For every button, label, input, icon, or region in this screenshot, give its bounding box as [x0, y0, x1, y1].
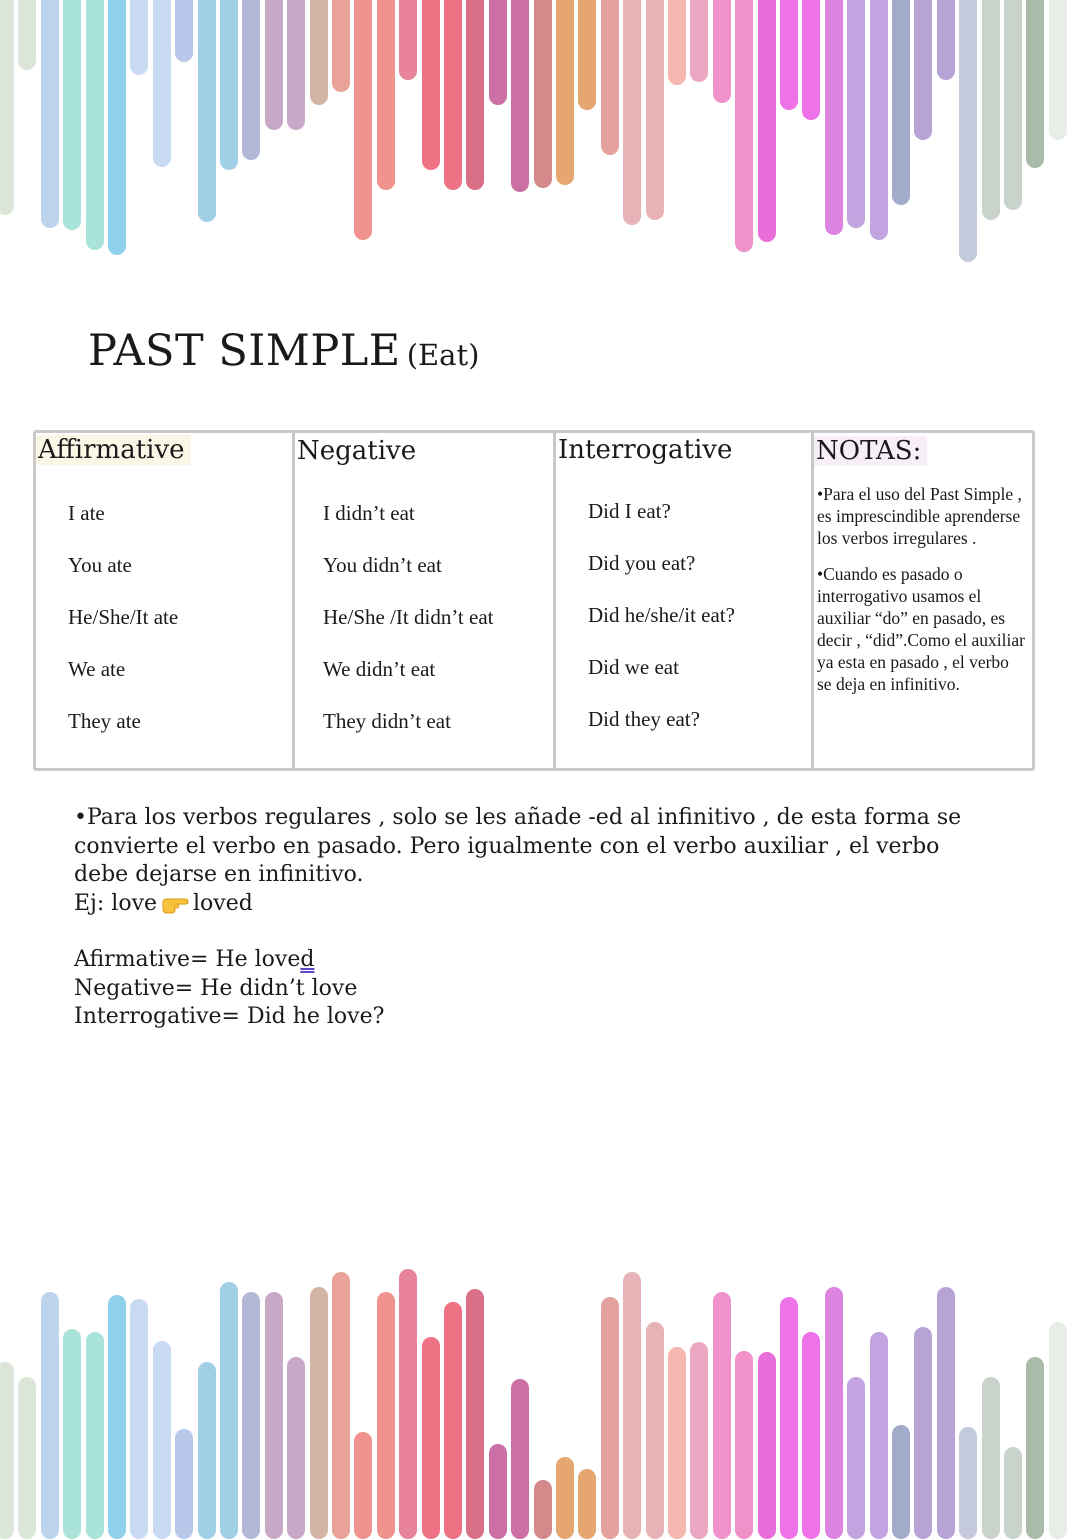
decorative-bar — [1049, 0, 1067, 140]
negative-row: You didn’t eat — [323, 553, 442, 577]
decorative-bar — [332, 1272, 350, 1539]
decorative-bar — [0, 1362, 14, 1539]
negative-row: He/She /It didn’t eat — [323, 605, 494, 629]
interrogative-row: Did we eat — [588, 655, 679, 679]
pointing-hand-icon — [161, 894, 189, 914]
negative-row: I didn’t eat — [323, 501, 415, 525]
decorative-bar — [444, 1302, 462, 1539]
decorative-bar — [937, 0, 955, 80]
decorative-bar — [690, 0, 708, 82]
decorative-bar — [153, 0, 171, 167]
notes-column — [814, 433, 1032, 768]
example-from: Ej: love — [74, 890, 158, 916]
decorative-bar — [444, 0, 462, 190]
decorative-bar — [130, 1299, 148, 1539]
decorative-bar — [578, 1469, 596, 1539]
decorative-bar — [780, 1297, 798, 1539]
decorative-bar — [690, 1342, 708, 1539]
explanation-line: debe dejarse en infinitivo. — [74, 862, 364, 887]
title-main: PAST SIMPLE — [88, 326, 401, 376]
interrogative-row: Did they eat? — [588, 707, 700, 731]
decorative-bar — [735, 0, 753, 252]
decorative-bar — [287, 1357, 305, 1539]
decorative-bar — [198, 1362, 216, 1539]
decorative-bar — [310, 0, 328, 105]
decorative-bar — [959, 1427, 977, 1539]
decorative-bar — [556, 0, 574, 185]
interrogative-example: Interrogative= Did he love? — [74, 1004, 385, 1029]
negative-header: Negative — [297, 436, 417, 466]
decorative-bar — [982, 1377, 1000, 1539]
afirmative-example — [74, 946, 1014, 975]
decorative-bar — [780, 0, 798, 110]
decorative-bar — [937, 1287, 955, 1539]
top-decorative-bars — [0, 0, 1080, 270]
decorative-bar — [758, 0, 776, 242]
decorative-bar — [758, 1352, 776, 1539]
decorative-bar — [265, 1292, 283, 1539]
decorative-bar — [1049, 1322, 1067, 1539]
conjugation-table — [33, 430, 1035, 771]
decorative-bar — [287, 0, 305, 130]
decorative-bar — [959, 0, 977, 262]
decorative-bar — [534, 0, 552, 188]
decorative-bar — [601, 0, 619, 155]
affirmative-row: I ate — [68, 501, 105, 525]
decorative-bar — [578, 0, 596, 110]
decorative-bar — [377, 1292, 395, 1539]
decorative-bar — [86, 1332, 104, 1539]
affirmative-row: We ate — [68, 657, 126, 681]
notes-body — [817, 483, 1027, 709]
decorative-bar — [422, 0, 440, 170]
decorative-bar — [466, 0, 484, 190]
afirmative-example-text: Afirmative= He love — [74, 947, 301, 972]
decorative-bar — [489, 0, 507, 105]
affirmative-row: You ate — [68, 553, 132, 577]
decorative-bar — [220, 1282, 238, 1539]
negative-row: We didn’t eat — [323, 657, 436, 681]
negative-rows — [323, 487, 494, 747]
decorative-bar — [1026, 0, 1044, 168]
title-subtitle: (Eat) — [406, 338, 480, 372]
decorative-bar — [198, 0, 216, 222]
affirmative-row: He/She/It ate — [68, 605, 179, 629]
decorative-bar — [713, 0, 731, 103]
decorative-bar — [422, 1337, 440, 1539]
decorative-bar — [332, 0, 350, 92]
afirmative-example-suffix: d — [300, 947, 315, 972]
example-to: loved — [193, 890, 253, 916]
decorative-bar — [489, 1444, 507, 1539]
decorative-bar — [466, 1289, 484, 1539]
decorative-bar — [41, 0, 59, 228]
decorative-bar — [1004, 0, 1022, 210]
decorative-bar — [892, 1425, 910, 1539]
decorative-bar — [18, 0, 36, 70]
decorative-bar — [354, 0, 372, 240]
decorative-bar — [153, 1341, 171, 1539]
decorative-bar — [377, 0, 395, 190]
decorative-bar — [914, 1327, 932, 1539]
negative-row: They didn’t eat — [323, 709, 451, 733]
decorative-bar — [399, 1269, 417, 1539]
affirmative-row: They ate — [68, 709, 141, 733]
decorative-bar — [982, 0, 1000, 220]
decorative-bar — [870, 0, 888, 240]
decorative-bar — [892, 0, 910, 205]
decorative-bar — [511, 1379, 529, 1539]
note-item: •Para el uso del Past Simple , es imprescindible aprenderse los verbos irregulares . — [817, 484, 1022, 548]
decorative-bar — [825, 1287, 843, 1539]
decorative-bar — [1026, 1357, 1044, 1539]
decorative-bar — [646, 0, 664, 220]
decorative-bar — [534, 1480, 552, 1539]
decorative-bar — [175, 0, 193, 62]
decorative-bar — [0, 0, 14, 215]
decorative-bar — [825, 0, 843, 235]
interrogative-header: Interrogative — [558, 435, 733, 465]
interrogative-row: Did he/she/it eat? — [588, 603, 735, 627]
decorative-bar — [735, 1351, 753, 1539]
decorative-bar — [242, 0, 260, 160]
decorative-bar — [41, 1292, 59, 1539]
example-line — [74, 890, 1014, 919]
decorative-bar — [511, 0, 529, 192]
decorative-bar — [265, 0, 283, 130]
negative-column — [295, 433, 553, 768]
decorative-bar — [623, 0, 641, 225]
decorative-bar — [86, 0, 104, 250]
page-title — [88, 326, 479, 376]
decorative-bar — [220, 0, 238, 170]
decorative-bar — [802, 0, 820, 120]
decorative-bar — [399, 0, 417, 80]
explanation-line: •Para los verbos regulares , solo se les añade -ed al infinitivo , de esta forma se — [74, 805, 962, 830]
decorative-bar — [668, 0, 686, 85]
interrogative-row: Did I eat? — [588, 499, 671, 523]
affirmative-header: Affirmative — [36, 435, 191, 465]
decorative-bar — [310, 1287, 328, 1539]
interrogative-row: Did you eat? — [588, 551, 696, 575]
decorative-bar — [242, 1292, 260, 1539]
decorative-bar — [63, 1329, 81, 1539]
bottom-decorative-bars — [0, 1255, 1080, 1527]
decorative-bar — [870, 1332, 888, 1539]
interrogative-rows — [588, 485, 735, 745]
decorative-bar — [130, 0, 148, 75]
decorative-bar — [914, 0, 932, 140]
decorative-bar — [623, 1272, 641, 1539]
decorative-bar — [108, 0, 126, 255]
decorative-bar — [847, 0, 865, 228]
regular-verbs-explanation — [74, 804, 1014, 1032]
decorative-bar — [802, 1332, 820, 1539]
affirmative-rows — [68, 487, 178, 747]
decorative-bar — [354, 1432, 372, 1539]
decorative-bar — [668, 1347, 686, 1539]
decorative-bar — [847, 1377, 865, 1539]
decorative-bar — [175, 1429, 193, 1539]
negative-example: Negative= He didn’t love — [74, 975, 358, 1001]
decorative-bar — [18, 1377, 36, 1539]
explanation-line: convierte el verbo en pasado. Pero igualmente con el verbo auxiliar , el verbo — [74, 833, 940, 859]
notes-header: NOTAS: — [814, 436, 927, 466]
decorative-bar — [63, 0, 81, 230]
decorative-bar — [108, 1295, 126, 1539]
decorative-bar — [646, 1322, 664, 1539]
interrogative-column — [556, 433, 811, 768]
affirmative-column — [36, 433, 292, 768]
decorative-bar — [601, 1297, 619, 1539]
decorative-bar — [1004, 1447, 1022, 1539]
note-item: •Cuando es pasado o interrogativo usamos el auxiliar “do” en pasado, es decir , “did”.Como el auxiliar ya esta en pasado , el verbo se deja en infinitivo. — [817, 564, 1025, 694]
decorative-bar — [713, 1292, 731, 1539]
